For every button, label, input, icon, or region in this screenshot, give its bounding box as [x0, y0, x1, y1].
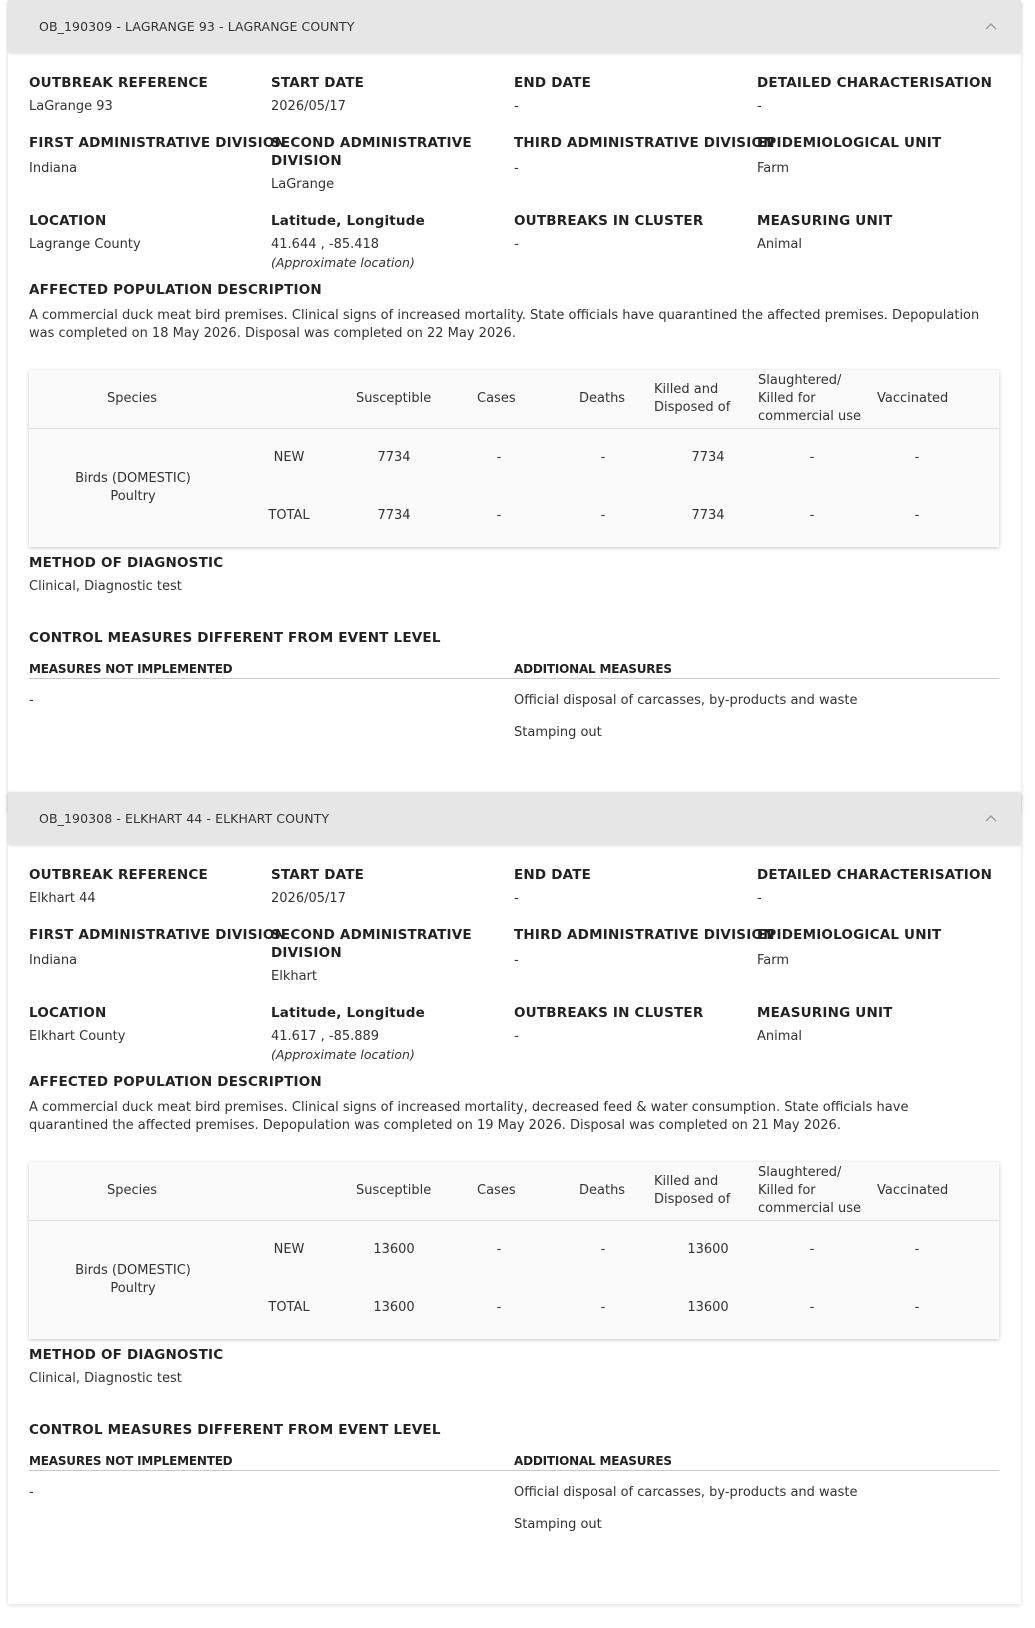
new-killed: 13600 — [687, 1242, 729, 1257]
affected-population-value: A commercial duck meat bird premises. Clinical signs of increased mortality. State officials have quarantined the affected premises. Depopulation was completed on 18 May 2026. Disposal was completed on 22 May 2026. — [29, 308, 980, 341]
total-killed: 7734 — [691, 508, 725, 523]
epi-unit-field — [757, 134, 941, 178]
col-species: Species — [107, 1183, 158, 1198]
end-date-field — [514, 866, 591, 908]
new-vaccinated: - — [914, 450, 920, 465]
first-admin-field — [29, 926, 286, 970]
second-admin-field — [271, 926, 472, 986]
method-of-diagnostic-value: Clinical, Diagnostic test — [29, 579, 182, 594]
additional-measures-label: ADDITIONAL MEASURES — [514, 662, 672, 676]
new-slaughtered: - — [809, 1242, 815, 1257]
species-cell — [59, 470, 207, 506]
first-admin-label: FIRST ADMINISTRATIVE DIVISION — [29, 135, 287, 151]
outbreak-reference-label: OUTBREAK REFERENCE — [29, 867, 208, 883]
method-of-diagnostic-field — [29, 1346, 223, 1388]
table-header-row — [29, 1162, 999, 1221]
new-cases: - — [496, 1242, 502, 1257]
control-measures-field — [29, 1421, 441, 1439]
new-deaths: - — [600, 1242, 606, 1257]
col-slaughtered-line1: Slaughtered/ — [758, 373, 842, 388]
col-slaughtered-line2: Killed for — [758, 1183, 816, 1198]
total-cases: - — [496, 1300, 502, 1315]
affected-population-field — [29, 1073, 322, 1091]
end-date-value: - — [514, 891, 519, 906]
lat-long-value: 41.617 , -85.889 — [271, 1029, 380, 1044]
outbreak-reference-field — [29, 74, 208, 116]
col-vaccinated: Vaccinated — [877, 391, 949, 406]
new-slaughtered: - — [809, 450, 815, 465]
epi-unit-value: Farm — [757, 161, 790, 176]
affected-population-label: AFFECTED POPULATION DESCRIPTION — [29, 282, 322, 298]
col-slaughtered — [758, 1164, 861, 1218]
new-cases: - — [496, 450, 502, 465]
detailed-characterisation-value: - — [757, 99, 762, 114]
outbreaks-in-cluster-value: - — [514, 237, 519, 252]
end-date-label: END DATE — [514, 867, 592, 883]
col-killed-line2: Disposed of — [654, 400, 731, 415]
additional-measure-item: Stamping out — [514, 1517, 602, 1532]
detailed-characterisation-field — [757, 74, 992, 116]
end-date-field — [514, 74, 591, 116]
measuring-unit-value: Animal — [757, 237, 802, 252]
location-value: Lagrange County — [29, 237, 141, 252]
affected-population-value: A commercial duck meat bird premises. Clinical signs of increased mortality, decreased feed & water consumption. State officials have quarantined the affected premises. Depopulation was completed on 19 May 2026. Disposal was completed on 21 May 2026. — [29, 1100, 909, 1133]
measuring-unit-field — [757, 212, 893, 254]
start-date-value: 2026/05/17 — [271, 891, 346, 906]
chevron-up-icon[interactable] — [983, 18, 999, 34]
first-admin-value: Indiana — [29, 953, 78, 968]
col-susceptible: Susceptible — [356, 391, 432, 406]
measures-divider — [29, 1470, 999, 1471]
outbreaks-in-cluster-field — [514, 212, 703, 254]
third-admin-label: THIRD ADMINISTRATIVE DIVISION — [514, 135, 775, 151]
measuring-unit-value: Animal — [757, 1029, 802, 1044]
total-susceptible: 7734 — [377, 508, 411, 523]
outbreak-body — [8, 52, 1021, 812]
start-date-label: START DATE — [271, 75, 365, 91]
col-cases: Cases — [477, 391, 516, 406]
species-table — [29, 1162, 999, 1339]
col-killed-line1: Killed and — [654, 382, 719, 397]
lat-long-field — [271, 1004, 425, 1064]
lat-long-field — [271, 212, 425, 272]
location-value: Elkhart County — [29, 1029, 126, 1044]
additional-measure-item: Official disposal of carcasses, by-products and waste — [514, 693, 858, 708]
col-slaughtered-line2: Killed for — [758, 391, 816, 406]
control-measures-label: CONTROL MEASURES DIFFERENT FROM EVENT LEVEL — [29, 630, 441, 646]
start-date-field — [271, 74, 364, 116]
outbreak-reference-value: Elkhart 44 — [29, 891, 96, 906]
first-admin-field — [29, 134, 286, 178]
table-body — [29, 429, 999, 547]
location-label: LOCATION — [29, 213, 107, 229]
outbreaks-in-cluster-field — [514, 1004, 703, 1046]
total-slaughtered: - — [809, 1300, 815, 1315]
row-label-total: TOTAL — [268, 1300, 310, 1315]
control-measures-field — [29, 629, 441, 647]
outbreak-body — [8, 844, 1021, 1604]
total-deaths: - — [600, 508, 606, 523]
epi-unit-field — [757, 926, 941, 970]
new-deaths: - — [600, 450, 606, 465]
outbreaks-in-cluster-label: OUTBREAKS IN CLUSTER — [514, 213, 704, 229]
new-killed: 7734 — [691, 450, 725, 465]
species-subtype: Poultry — [110, 1281, 156, 1296]
start-date-value: 2026/05/17 — [271, 99, 346, 114]
measures-not-implemented-label: MEASURES NOT IMPLEMENTED — [29, 1454, 233, 1468]
method-of-diagnostic-field — [29, 554, 223, 596]
new-susceptible: 13600 — [373, 1242, 415, 1257]
third-admin-value: - — [514, 161, 519, 176]
table-header-row — [29, 370, 999, 429]
location-field — [29, 212, 141, 254]
row-label-new: NEW — [273, 450, 305, 465]
col-species: Species — [107, 391, 158, 406]
approx-location-note: (Approximate location) — [271, 255, 415, 270]
outbreak-header[interactable] — [8, 792, 1021, 844]
start-date-label: START DATE — [271, 867, 365, 883]
species-subtype: Poultry — [110, 489, 156, 504]
second-admin-field — [271, 134, 472, 194]
outbreak-reference-label: OUTBREAK REFERENCE — [29, 75, 208, 91]
approx-location-note: (Approximate location) — [271, 1047, 415, 1062]
chevron-up-icon[interactable] — [983, 810, 999, 826]
additional-measure-item: Stamping out — [514, 725, 602, 740]
epi-unit-value: Farm — [757, 953, 790, 968]
outbreak-title: OB_190309 - LAGRANGE 93 - LAGRANGE COUNTY — [39, 18, 355, 34]
affected-population-label: AFFECTED POPULATION DESCRIPTION — [29, 1074, 322, 1090]
species-table — [29, 370, 999, 547]
outbreak-reference-value: LaGrange 93 — [29, 99, 113, 114]
species-cell — [59, 1262, 207, 1298]
method-of-diagnostic-label: METHOD OF DIAGNOSTIC — [29, 555, 224, 571]
outbreak-panel — [8, 0, 1021, 812]
start-date-field — [271, 866, 364, 908]
measuring-unit-label: MEASURING UNIT — [757, 1005, 893, 1021]
col-slaughtered — [758, 372, 861, 426]
new-vaccinated: - — [914, 1242, 920, 1257]
measures-not-implemented-value: - — [29, 693, 34, 708]
total-killed: 13600 — [687, 1300, 729, 1315]
col-killed-line2: Disposed of — [654, 1192, 731, 1207]
second-admin-label: SECOND ADMINISTRATIVE — [271, 927, 472, 943]
end-date-value: - — [514, 99, 519, 114]
method-of-diagnostic-value: Clinical, Diagnostic test — [29, 1371, 182, 1386]
col-deaths: Deaths — [579, 391, 626, 406]
species-name: Birds (DOMESTIC) — [75, 1263, 191, 1278]
method-of-diagnostic-label: METHOD OF DIAGNOSTIC — [29, 1347, 224, 1363]
additional-measures-label: ADDITIONAL MEASURES — [514, 1454, 672, 1468]
col-susceptible: Susceptible — [356, 1183, 432, 1198]
col-killed — [654, 1173, 730, 1209]
second-admin-label-line2: DIVISION — [271, 153, 342, 169]
end-date-label: END DATE — [514, 75, 592, 91]
outbreaks-in-cluster-value: - — [514, 1029, 519, 1044]
outbreak-reference-field — [29, 866, 208, 908]
row-label-new: NEW — [273, 1242, 305, 1257]
lat-long-value: 41.644 , -85.418 — [271, 237, 380, 252]
outbreak-panel — [8, 792, 1021, 1604]
detailed-characterisation-field — [757, 866, 992, 908]
col-cases: Cases — [477, 1183, 516, 1198]
second-admin-label-line2: DIVISION — [271, 945, 342, 961]
total-deaths: - — [600, 1300, 606, 1315]
outbreaks-in-cluster-label: OUTBREAKS IN CLUSTER — [514, 1005, 704, 1021]
total-cases: - — [496, 508, 502, 523]
col-slaughtered-line3: commercial use — [758, 409, 861, 424]
third-admin-field — [514, 134, 775, 178]
outbreak-title: OB_190308 - ELKHART 44 - ELKHART COUNTY — [39, 810, 330, 826]
new-susceptible: 7734 — [377, 450, 411, 465]
detailed-characterisation-label: DETAILED CHARACTERISATION — [757, 75, 993, 91]
first-admin-label: FIRST ADMINISTRATIVE DIVISION — [29, 927, 287, 943]
col-killed-line1: Killed and — [654, 1174, 719, 1189]
lat-long-label: Latitude, Longitude — [271, 1005, 425, 1021]
measuring-unit-label: MEASURING UNIT — [757, 213, 893, 229]
first-admin-value: Indiana — [29, 161, 78, 176]
col-killed — [654, 381, 730, 417]
col-vaccinated: Vaccinated — [877, 1183, 949, 1198]
species-name: Birds (DOMESTIC) — [75, 471, 191, 486]
col-slaughtered-line1: Slaughtered/ — [758, 1165, 842, 1180]
total-vaccinated: - — [914, 1300, 920, 1315]
total-susceptible: 13600 — [373, 1300, 415, 1315]
detailed-characterisation-label: DETAILED CHARACTERISATION — [757, 867, 993, 883]
third-admin-label: THIRD ADMINISTRATIVE DIVISION — [514, 927, 775, 943]
location-field — [29, 1004, 125, 1046]
measuring-unit-field — [757, 1004, 893, 1046]
total-vaccinated: - — [914, 508, 920, 523]
col-deaths: Deaths — [579, 1183, 626, 1198]
lat-long-label: Latitude, Longitude — [271, 213, 425, 229]
col-slaughtered-line3: commercial use — [758, 1201, 861, 1216]
detailed-characterisation-value: - — [757, 891, 762, 906]
measures-not-implemented-value: - — [29, 1485, 34, 1500]
second-admin-value: Elkhart — [271, 969, 318, 984]
measures-not-implemented-label: MEASURES NOT IMPLEMENTED — [29, 662, 233, 676]
location-label: LOCATION — [29, 1005, 107, 1021]
affected-population-field — [29, 281, 322, 299]
control-measures-label: CONTROL MEASURES DIFFERENT FROM EVENT LEVEL — [29, 1422, 441, 1438]
epi-unit-label: EPIDEMIOLOGICAL UNIT — [757, 135, 942, 151]
table-body — [29, 1221, 999, 1339]
outbreak-header[interactable] — [8, 0, 1021, 52]
third-admin-field — [514, 926, 775, 970]
second-admin-value: LaGrange — [271, 177, 335, 192]
second-admin-label: SECOND ADMINISTRATIVE — [271, 135, 472, 151]
additional-measure-item: Official disposal of carcasses, by-products and waste — [514, 1485, 858, 1500]
row-label-total: TOTAL — [268, 508, 310, 523]
measures-divider — [29, 678, 999, 679]
third-admin-value: - — [514, 953, 519, 968]
total-slaughtered: - — [809, 508, 815, 523]
epi-unit-label: EPIDEMIOLOGICAL UNIT — [757, 927, 942, 943]
